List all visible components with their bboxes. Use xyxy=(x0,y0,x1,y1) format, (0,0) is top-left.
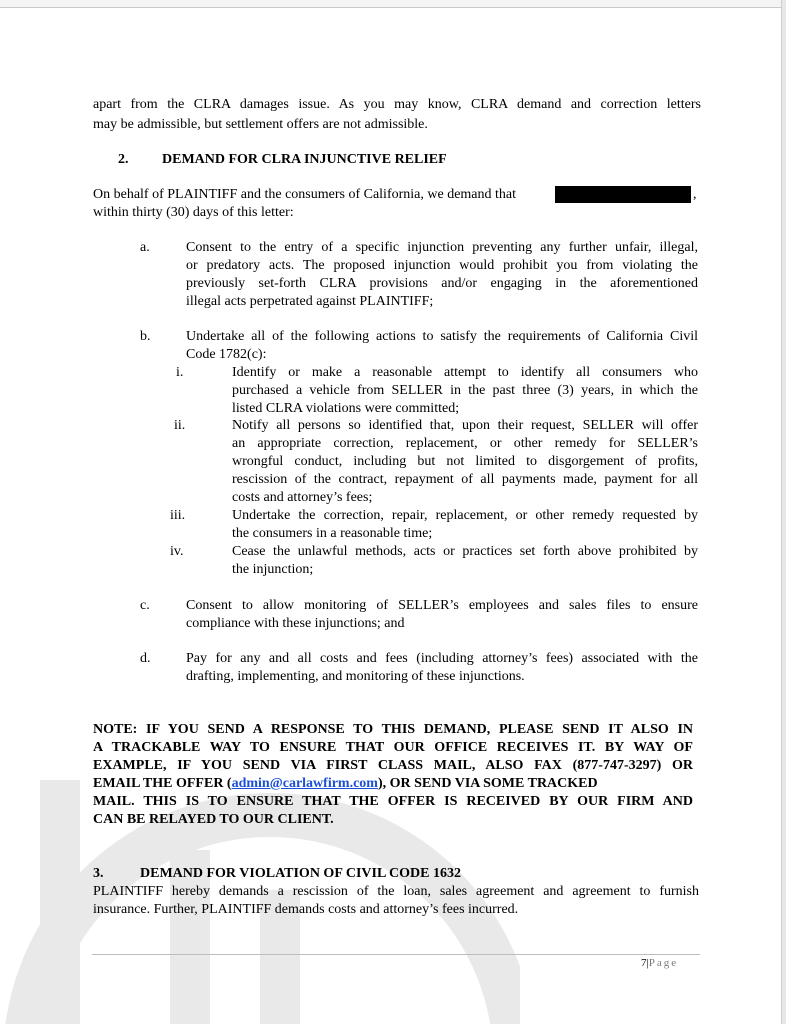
subitem-iv-line-1: Cease the unlawful methods, acts or practices set forth above prohibited by xyxy=(232,544,698,559)
intro-line-1: apart from the CLRA damages issue. As you may know, CLRA demand and correction letters xyxy=(93,97,701,112)
note-line-4-prefix: EMAIL THE OFFER ( xyxy=(93,776,232,791)
subitem-ii-line-5: costs and attorney’s fees; xyxy=(232,490,373,505)
intro-line-2: may be admissible, but settlement offers are not admissible. xyxy=(93,117,428,132)
item-d-line-1: Pay for any and all costs and fees (including attorney’s fees) associated with the xyxy=(186,651,698,666)
item-b-line-1: Undertake all of the following actions to satisfy the requirements of California Civil xyxy=(186,329,698,344)
item-a-line-3: previously set-forth CLRA provisions and/or engaging in the aforementioned xyxy=(186,276,698,291)
item-a-line-4: illegal acts perpetrated against PLAINTIFF; xyxy=(186,294,434,309)
note-line-6: CAN BE RELAYED TO OUR CLIENT. xyxy=(93,812,334,827)
item-a-line-2: or predatory acts. The proposed injunction would prohibit you from violating the xyxy=(186,258,698,273)
note-line-5: MAIL. THIS IS TO ENSURE THAT THE OFFER IS RECEIVED BY OUR FIRM AND xyxy=(93,794,693,809)
page-number: 7 xyxy=(641,957,647,969)
email-link[interactable]: admin@carlawfirm.com xyxy=(231,776,378,791)
sublist-marker-ii: ii. xyxy=(174,418,186,433)
page-number-footer xyxy=(641,956,678,970)
note-line-3: EXAMPLE, IF YOU SEND VIA FIRST CLASS MAIL, ALSO FAX (877-747-3297) OR xyxy=(93,758,693,773)
subitem-i-line-1: Identify or make a reasonable attempt to identify all consumers who xyxy=(232,365,698,380)
section-2-heading: DEMAND FOR CLRA INJUNCTIVE RELIEF xyxy=(162,152,447,167)
note-line-4 xyxy=(93,775,598,793)
list-marker-c: c. xyxy=(140,598,150,613)
subitem-iii-line-2: the consumers in a reasonable time; xyxy=(232,526,433,541)
subitem-iii-line-1: Undertake the correction, repair, replacement, or other remedy requested by xyxy=(232,508,698,523)
sublist-marker-iii: iii. xyxy=(170,508,186,523)
subitem-ii-line-2: an appropriate correction, replacement, or other remedy for SELLER’s xyxy=(232,436,698,451)
page-label: Page xyxy=(648,957,679,969)
subitem-i-line-2: purchased a vehicle from SELLER in the past three (3) years, in which the xyxy=(232,383,698,398)
sublist-marker-iv: iv. xyxy=(170,544,184,559)
section-3-line-2: insurance. Further, PLAINTIFF demands costs and attorney’s fees incurred. xyxy=(93,902,519,917)
item-b-line-2: Code 1782(c): xyxy=(186,347,267,362)
item-d-line-2: drafting, implementing, and monitoring of these injunctions. xyxy=(186,669,525,684)
subitem-ii-line-4: rescission of the contract, repayment of all payments made, payment for all xyxy=(232,472,698,487)
subitem-ii-line-1: Notify all persons so identified that, upon their request, SELLER will offer xyxy=(232,418,698,433)
item-c-line-2: compliance with these injunctions; and xyxy=(186,616,405,631)
footer-divider xyxy=(92,954,700,955)
section-2-number: 2. xyxy=(118,152,129,167)
section-2-lead-line-1: On behalf of PLAINTIFF and the consumers of California, we demand that xyxy=(93,187,517,202)
list-marker-a: a. xyxy=(140,240,150,255)
section-3-line-1: PLAINTIFF hereby demands a rescission of the loan, sales agreement and agreement to furnish xyxy=(93,884,699,899)
list-marker-d: d. xyxy=(140,651,151,666)
item-a-line-1: Consent to the entry of a specific injunction preventing any further unfair, illegal, xyxy=(186,240,698,255)
redaction-bar xyxy=(555,186,691,203)
note-line-4-suffix: ), OR SEND VIA SOME TRACKED xyxy=(377,776,598,791)
subitem-ii-line-3: wrongful conduct, including but not limited to disgorgement of profits, xyxy=(232,454,698,469)
section-2-lead-comma: , xyxy=(693,187,697,202)
list-marker-b: b. xyxy=(140,329,151,344)
sublist-marker-i: i. xyxy=(176,365,184,380)
note-line-1: NOTE: IF YOU SEND A RESPONSE TO THIS DEMAND, PLEASE SEND IT ALSO IN xyxy=(93,722,693,737)
subitem-i-line-3: listed CLRA violations were committed; xyxy=(232,401,460,416)
note-line-2: A TRACKABLE WAY TO ENSURE THAT OUR OFFICE RECEIVES IT. BY WAY OF xyxy=(93,740,693,755)
section-2-lead-line-2: within thirty (30) days of this letter: xyxy=(93,205,294,220)
section-3-number: 3. xyxy=(93,866,104,881)
section-3-heading: DEMAND FOR VIOLATION OF CIVIL CODE 1632 xyxy=(140,866,461,881)
subitem-iv-line-2: the injunction; xyxy=(232,562,314,577)
page-separator: | xyxy=(646,957,649,969)
item-c-line-1: Consent to allow monitoring of SELLER’s employees and sales files to ensure xyxy=(186,598,698,613)
